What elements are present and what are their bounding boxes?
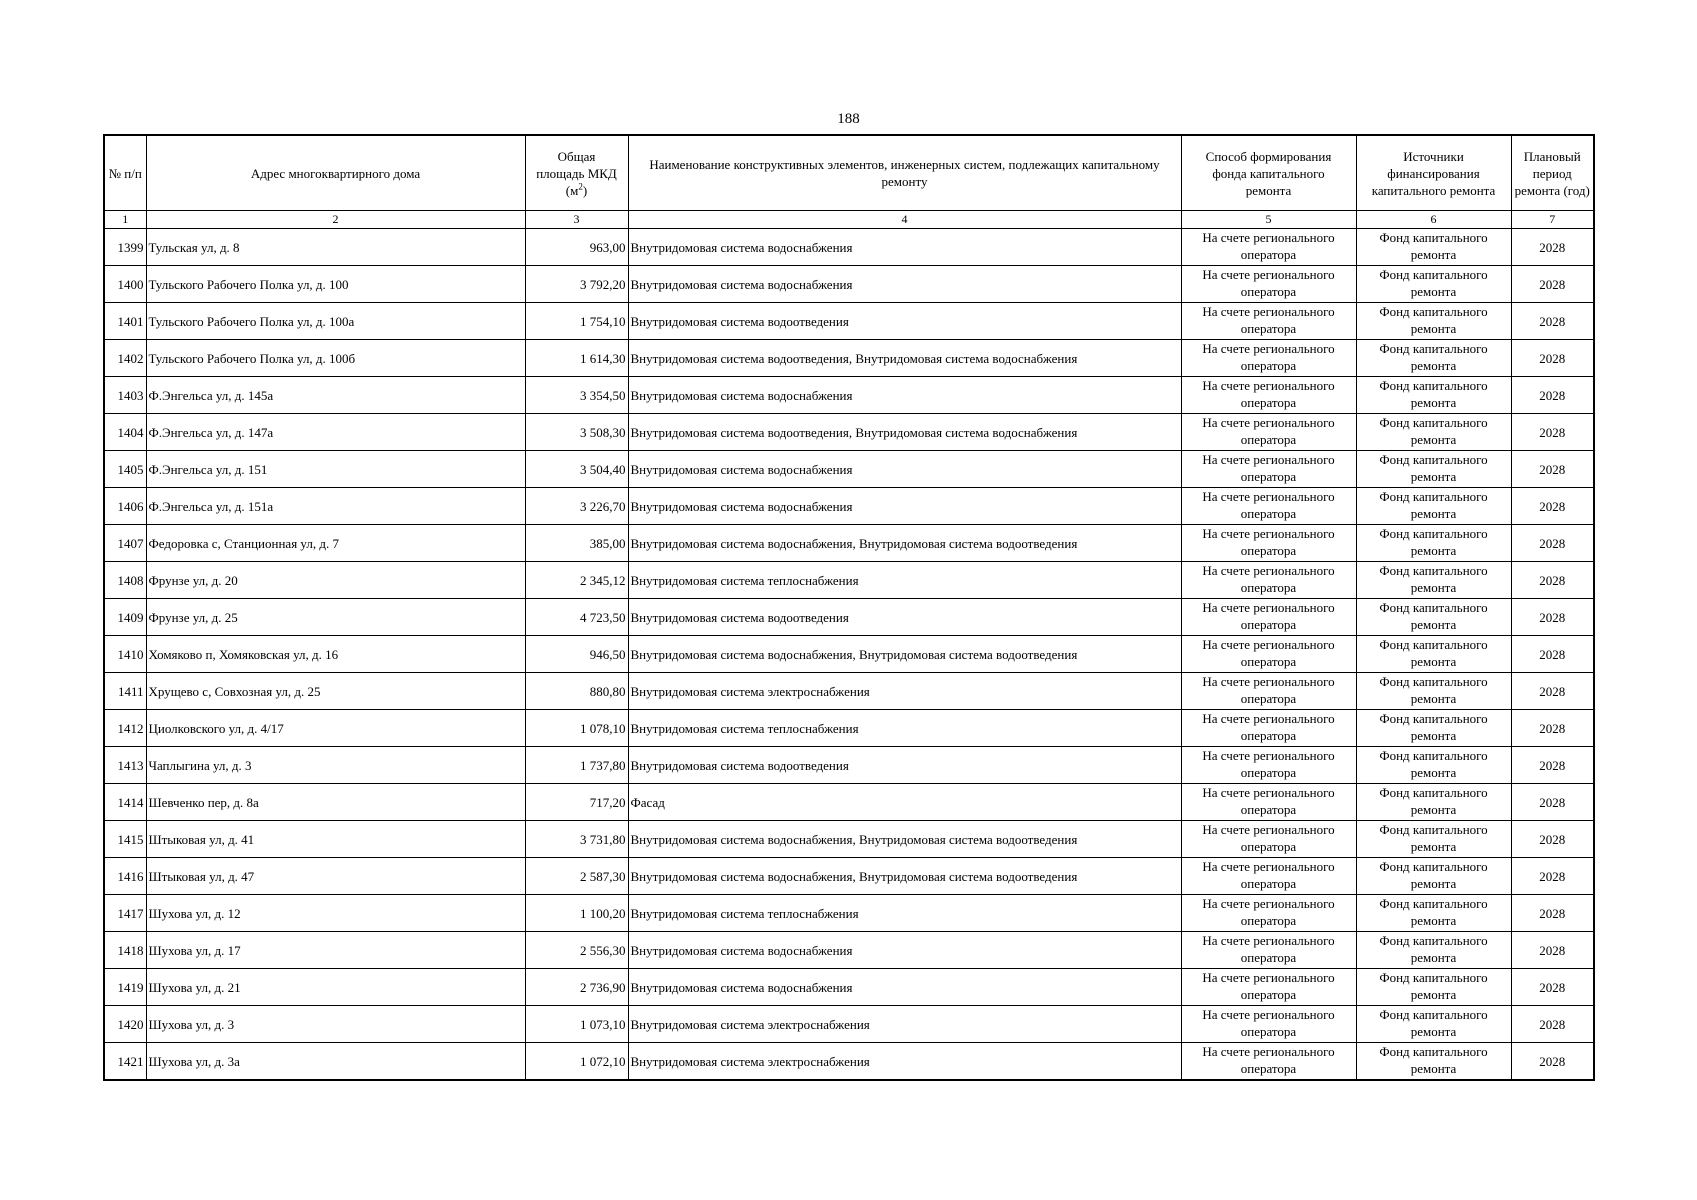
row-number: 1414 [104, 784, 146, 821]
row-elements: Внутридомовая система водоотведения, Внутридомовая система водоснабжения [628, 340, 1181, 377]
row-number: 1408 [104, 562, 146, 599]
row-source: Фонд капитального ремонта [1356, 636, 1511, 673]
row-method: На счете регионального оператора [1181, 599, 1356, 636]
row-address: Шухова ул, д. 21 [146, 969, 525, 1006]
header-source: Источники финансирования капитального ремонта [1356, 135, 1511, 211]
table-row [104, 599, 1594, 636]
table-row [104, 1006, 1594, 1043]
row-elements: Внутридомовая система водоснабжения [628, 451, 1181, 488]
row-elements: Внутридомовая система водоснабжения [628, 969, 1181, 1006]
table-row [104, 932, 1594, 969]
row-area: 880,80 [525, 673, 628, 710]
row-year: 2028 [1511, 636, 1594, 673]
row-area: 3 792,20 [525, 266, 628, 303]
row-source: Фонд капитального ремонта [1356, 895, 1511, 932]
row-address: Шухова ул, д. 12 [146, 895, 525, 932]
header-area [525, 135, 628, 211]
row-source: Фонд капитального ремонта [1356, 599, 1511, 636]
row-source: Фонд капитального ремонта [1356, 969, 1511, 1006]
row-source: Фонд капитального ремонта [1356, 932, 1511, 969]
header-method: Способ формирования фонда капитального ремонта [1181, 135, 1356, 211]
table-row [104, 895, 1594, 932]
table-body [104, 229, 1594, 1081]
row-number: 1407 [104, 525, 146, 562]
row-method: На счете регионального оператора [1181, 1043, 1356, 1081]
page-number: 188 [837, 111, 860, 127]
table-row [104, 229, 1594, 266]
table-row [104, 1043, 1594, 1081]
row-method: На счете регионального оператора [1181, 784, 1356, 821]
row-area: 3 354,50 [525, 377, 628, 414]
row-elements: Внутридомовая система электроснабжения [628, 673, 1181, 710]
row-number: 1420 [104, 1006, 146, 1043]
row-area: 1 073,10 [525, 1006, 628, 1043]
row-area: 4 723,50 [525, 599, 628, 636]
row-area: 1 614,30 [525, 340, 628, 377]
row-number: 1403 [104, 377, 146, 414]
row-elements: Внутридомовая система водоснабжения [628, 377, 1181, 414]
row-address: Тульская ул, д. 8 [146, 229, 525, 266]
row-elements: Внутридомовая система водоснабжения, Внутридомовая система водоотведения [628, 525, 1181, 562]
row-address: Тульского Рабочего Полка ул, д. 100 [146, 266, 525, 303]
row-source: Фонд капитального ремонта [1356, 451, 1511, 488]
row-area: 2 736,90 [525, 969, 628, 1006]
header-area-unit-prefix: (м [565, 182, 579, 198]
row-method: На счете регионального оператора [1181, 340, 1356, 377]
row-method: На счете регионального оператора [1181, 229, 1356, 266]
row-method: На счете регионального оператора [1181, 895, 1356, 932]
row-number: 1417 [104, 895, 146, 932]
row-address: Штыковая ул, д. 41 [146, 821, 525, 858]
row-area: 946,50 [525, 636, 628, 673]
row-number: 1409 [104, 599, 146, 636]
row-year: 2028 [1511, 451, 1594, 488]
row-year: 2028 [1511, 525, 1594, 562]
row-method: На счете регионального оператора [1181, 562, 1356, 599]
column-number: 6 [1356, 211, 1511, 229]
column-number-row [104, 211, 1594, 229]
column-number: 7 [1511, 211, 1594, 229]
row-area: 1 078,10 [525, 710, 628, 747]
table-row [104, 303, 1594, 340]
table-row [104, 488, 1594, 525]
row-method: На счете регионального оператора [1181, 673, 1356, 710]
row-address: Чаплыгина ул, д. 3 [146, 747, 525, 784]
row-year: 2028 [1511, 266, 1594, 303]
row-area: 3 504,40 [525, 451, 628, 488]
row-address: Циолковского ул, д. 4/17 [146, 710, 525, 747]
row-number: 1410 [104, 636, 146, 673]
row-method: На счете регионального оператора [1181, 377, 1356, 414]
row-elements: Внутридомовая система водоотведения [628, 599, 1181, 636]
row-address: Тульского Рабочего Полка ул, д. 100а [146, 303, 525, 340]
row-method: На счете регионального оператора [1181, 932, 1356, 969]
row-method: На счете регионального оператора [1181, 303, 1356, 340]
row-area: 3 731,80 [525, 821, 628, 858]
table-row [104, 451, 1594, 488]
row-number: 1406 [104, 488, 146, 525]
table-row [104, 525, 1594, 562]
row-year: 2028 [1511, 229, 1594, 266]
header-area-unit-sup: 2 [578, 181, 583, 192]
row-year: 2028 [1511, 1006, 1594, 1043]
row-year: 2028 [1511, 377, 1594, 414]
table-row [104, 858, 1594, 895]
header-area-line1: Общая [557, 148, 596, 164]
row-year: 2028 [1511, 895, 1594, 932]
row-method: На счете регионального оператора [1181, 821, 1356, 858]
table-row [104, 821, 1594, 858]
row-address: Шухова ул, д. 3 [146, 1006, 525, 1043]
row-elements: Внутридомовая система водоотведения [628, 747, 1181, 784]
row-year: 2028 [1511, 414, 1594, 451]
table-row [104, 747, 1594, 784]
row-year: 2028 [1511, 340, 1594, 377]
row-address: Шухова ул, д. 17 [146, 932, 525, 969]
header-num: № п/п [104, 135, 146, 211]
row-address: Хрущево с, Совхозная ул, д. 25 [146, 673, 525, 710]
row-number: 1419 [104, 969, 146, 1006]
row-number: 1399 [104, 229, 146, 266]
table-row [104, 414, 1594, 451]
column-number: 2 [146, 211, 525, 229]
row-address: Ф.Энгельса ул, д. 151 [146, 451, 525, 488]
row-year: 2028 [1511, 858, 1594, 895]
row-elements: Внутридомовая система водоотведения, Внутридомовая система водоснабжения [628, 414, 1181, 451]
row-source: Фонд капитального ремонта [1356, 821, 1511, 858]
row-source: Фонд капитального ремонта [1356, 303, 1511, 340]
row-source: Фонд капитального ремонта [1356, 340, 1511, 377]
row-number: 1415 [104, 821, 146, 858]
table-row [104, 636, 1594, 673]
row-source: Фонд капитального ремонта [1356, 1043, 1511, 1081]
row-elements: Внутридомовая система электроснабжения [628, 1043, 1181, 1081]
row-elements: Внутридомовая система водоснабжения, Внутридомовая система водоотведения [628, 858, 1181, 895]
row-area: 1 754,10 [525, 303, 628, 340]
column-number: 1 [104, 211, 146, 229]
row-number: 1416 [104, 858, 146, 895]
row-year: 2028 [1511, 599, 1594, 636]
row-area: 2 587,30 [525, 858, 628, 895]
row-year: 2028 [1511, 562, 1594, 599]
row-area: 963,00 [525, 229, 628, 266]
row-elements: Внутридомовая система теплоснабжения [628, 562, 1181, 599]
row-area: 1 100,20 [525, 895, 628, 932]
header-area-line2: площадь МКД [536, 165, 617, 181]
row-source: Фонд капитального ремонта [1356, 1006, 1511, 1043]
row-source: Фонд капитального ремонта [1356, 747, 1511, 784]
row-number: 1411 [104, 673, 146, 710]
row-source: Фонд капитального ремонта [1356, 562, 1511, 599]
table-row [104, 266, 1594, 303]
header-year: Плановый период ремонта (год) [1511, 135, 1594, 211]
row-elements: Внутридомовая система водоснабжения [628, 488, 1181, 525]
row-area: 3 508,30 [525, 414, 628, 451]
row-address: Тульского Рабочего Полка ул, д. 100б [146, 340, 525, 377]
row-elements: Внутридомовая система водоснабжения [628, 266, 1181, 303]
row-area: 2 556,30 [525, 932, 628, 969]
row-year: 2028 [1511, 488, 1594, 525]
row-address: Ф.Энгельса ул, д. 145а [146, 377, 525, 414]
row-method: На счете регионального оператора [1181, 858, 1356, 895]
table-row [104, 340, 1594, 377]
row-year: 2028 [1511, 821, 1594, 858]
row-address: Фрунзе ул, д. 25 [146, 599, 525, 636]
row-method: На счете регионального оператора [1181, 969, 1356, 1006]
row-source: Фонд капитального ремонта [1356, 525, 1511, 562]
row-elements: Внутридомовая система водоснабжения [628, 229, 1181, 266]
row-number: 1405 [104, 451, 146, 488]
row-elements: Внутридомовая система водоснабжения, Внутридомовая система водоотведения [628, 636, 1181, 673]
row-address: Шухова ул, д. 3а [146, 1043, 525, 1081]
row-area: 385,00 [525, 525, 628, 562]
row-number: 1401 [104, 303, 146, 340]
table-row [104, 562, 1594, 599]
row-number: 1402 [104, 340, 146, 377]
row-source: Фонд капитального ремонта [1356, 229, 1511, 266]
row-source: Фонд капитального ремонта [1356, 710, 1511, 747]
row-address: Ф.Энгельса ул, д. 147а [146, 414, 525, 451]
header-address: Адрес многоквартирного дома [146, 135, 525, 211]
row-elements: Внутридомовая система водоотведения [628, 303, 1181, 340]
row-area: 1 737,80 [525, 747, 628, 784]
row-method: На счете регионального оператора [1181, 488, 1356, 525]
row-year: 2028 [1511, 1043, 1594, 1081]
row-address: Фрунзе ул, д. 20 [146, 562, 525, 599]
table-row [104, 710, 1594, 747]
row-year: 2028 [1511, 747, 1594, 784]
row-source: Фонд капитального ремонта [1356, 377, 1511, 414]
row-address: Ф.Энгельса ул, д. 151а [146, 488, 525, 525]
table-header-row [104, 135, 1594, 211]
column-number: 5 [1181, 211, 1356, 229]
row-source: Фонд капитального ремонта [1356, 414, 1511, 451]
row-year: 2028 [1511, 969, 1594, 1006]
row-address: Хомяково п, Хомяковская ул, д. 16 [146, 636, 525, 673]
row-elements: Внутридомовая система водоснабжения, Внутридомовая система водоотведения [628, 821, 1181, 858]
row-method: На счете регионального оператора [1181, 414, 1356, 451]
row-number: 1412 [104, 710, 146, 747]
row-area: 717,20 [525, 784, 628, 821]
row-year: 2028 [1511, 673, 1594, 710]
row-source: Фонд капитального ремонта [1356, 858, 1511, 895]
row-elements: Фасад [628, 784, 1181, 821]
row-method: На счете регионального оператора [1181, 636, 1356, 673]
row-method: На счете регионального оператора [1181, 747, 1356, 784]
row-elements: Внутридомовая система теплоснабжения [628, 710, 1181, 747]
table-row [104, 377, 1594, 414]
row-area: 2 345,12 [525, 562, 628, 599]
row-address: Штыковая ул, д. 47 [146, 858, 525, 895]
table-row [104, 969, 1594, 1006]
row-number: 1404 [104, 414, 146, 451]
table-row [104, 784, 1594, 821]
row-area: 1 072,10 [525, 1043, 628, 1081]
row-method: На счете регионального оператора [1181, 710, 1356, 747]
row-area: 3 226,70 [525, 488, 628, 525]
row-source: Фонд капитального ремонта [1356, 266, 1511, 303]
row-year: 2028 [1511, 784, 1594, 821]
table-row [104, 673, 1594, 710]
row-method: На счете регионального оператора [1181, 266, 1356, 303]
header-area-unit-suffix: ) [582, 182, 588, 198]
row-elements: Внутридомовая система водоснабжения [628, 932, 1181, 969]
row-method: На счете регионального оператора [1181, 451, 1356, 488]
row-elements: Внутридомовая система теплоснабжения [628, 895, 1181, 932]
row-source: Фонд капитального ремонта [1356, 488, 1511, 525]
row-method: На счете регионального оператора [1181, 1006, 1356, 1043]
row-address: Федоровка с, Станционная ул, д. 7 [146, 525, 525, 562]
row-year: 2028 [1511, 932, 1594, 969]
row-number: 1400 [104, 266, 146, 303]
row-year: 2028 [1511, 710, 1594, 747]
header-elements: Наименование конструктивных элементов, инженерных систем, подлежащих капитальному ремонту [628, 135, 1181, 211]
row-source: Фонд капитального ремонта [1356, 784, 1511, 821]
row-number: 1421 [104, 1043, 146, 1081]
column-number: 4 [628, 211, 1181, 229]
row-source: Фонд капитального ремонта [1356, 673, 1511, 710]
row-number: 1413 [104, 747, 146, 784]
column-number: 3 [525, 211, 628, 229]
row-elements: Внутридомовая система электроснабжения [628, 1006, 1181, 1043]
repair-registry-table [103, 134, 1595, 1081]
row-method: На счете регионального оператора [1181, 525, 1356, 562]
row-address: Шевченко пер, д. 8а [146, 784, 525, 821]
row-year: 2028 [1511, 303, 1594, 340]
row-number: 1418 [104, 932, 146, 969]
